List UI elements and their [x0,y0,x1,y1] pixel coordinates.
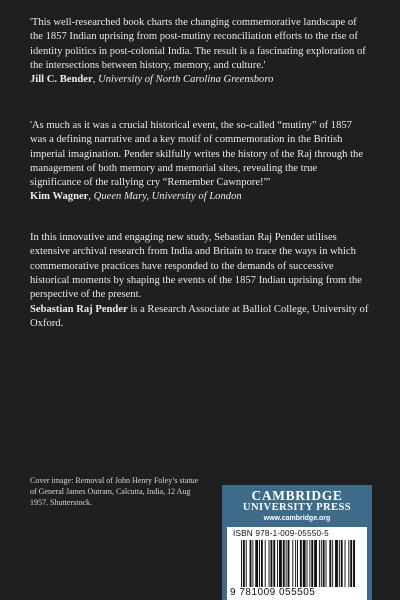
barcode-digits: 9 781009 055505 [230,587,316,598]
barcode-bar [288,540,290,587]
barcode-bar [353,540,355,587]
barcode-bar [332,540,333,587]
barcode-bar [350,540,352,587]
endorser-affiliation: University of North Carolina Greensboro [97,74,274,86]
barcode-bar [323,540,325,587]
cover-image-credit: Cover image: Removal of John Henry Foley’s statue of General James Outram, Calcutta, India, 12 Aug 1957. Shutterstock. [30,476,199,507]
barcode-bar [292,540,293,587]
barcode-bar [279,540,282,587]
barcode-bar [261,540,263,587]
barcode-bar [269,540,270,587]
author-bio [30,303,370,332]
barcode-bar [341,540,343,587]
barcode-bar [241,540,242,587]
isbn-label: ISBN 978-1-009-05550-5 [233,529,329,538]
barcode-bar [348,540,349,587]
publisher-press: UNIVERSITY PRESS [242,502,352,513]
barcode-bar [345,540,346,587]
barcode-bar [277,540,278,587]
barcode-bar [326,540,327,587]
barcode-bar [311,540,313,587]
barcode-bar [270,540,272,587]
endorser-name: Jill C. Bender [30,74,93,86]
barcode-bar [273,540,275,587]
barcode-bar [286,540,287,587]
barcode-bar [314,540,317,587]
endorsement-attribution: Kim Wagner, Queen Mary, University of London [30,191,242,203]
barcode-bar [339,540,340,587]
barcode-bar [250,540,252,587]
barcode-bar [321,540,322,587]
barcode-bar [252,540,253,587]
endorsement-text: 'As much as it was a crucial historical event, the so-called “mutiny” of 1857 was a defining narrative and a key motif of commemoration in the British imperial imagination. Pender skilfully writes the history of the Raj through the management of both memory and memorial sites, revealing the true significance of the rallying cry “Remember Cawnpore!”' [30,120,364,189]
endorsement-quote-2 [30,119,370,205]
publisher-url: www.cambridge.org [263,515,331,522]
barcode-bar [265,540,266,587]
barcode-bar [329,540,331,587]
endorser-name: Kim Wagner [30,191,89,203]
barcode-bar [335,540,338,587]
barcode-bar [303,540,306,587]
barcode-bar [319,540,320,587]
endorsement-text: 'This well-researched book charts the changing commemorative landscape of the 1857 Indian uprising from post-mutiny reconciliation efforts to the rise of identity politics in post-colonial India. The result is a fascinating exploration of the intersections between history, memory, and culture.' [30,17,366,71]
publisher-panel [222,485,372,600]
book-description: In this innovative and engaging new study, Sebastian Raj Pender utilises extensive archival research from India and Britain to trace the ways in which commemorative practices have responded to the demands of successive historical moments by shaping the events of the 1857 Indian uprising from the perspective of the present. [30,232,362,301]
barcode-area [227,527,367,600]
barcode-graphic [241,540,355,587]
publisher-name: CAMBRIDGE [251,488,343,503]
author-name: Sebastian Raj Pender [30,304,128,315]
barcode-bar [243,540,245,587]
barcode-bar [300,540,302,587]
endorser-affiliation: Queen Mary, University of London [93,191,242,203]
barcode-bar [297,540,298,587]
author-bio-text: is a Research Associate at Balliol College, University of Oxford. [30,304,369,330]
barcode-bar [295,540,296,587]
barcode-bar [309,540,310,587]
barcode-bar [307,540,308,587]
barcode-bar [255,540,258,587]
barcode-bar [283,540,285,587]
barcode-bar [246,540,247,587]
endorsement-quote-1 [30,16,370,87]
barcode-bar [259,540,260,587]
endorsement-attribution: Jill C. Bender, University of North Carolina Greensboro [30,74,274,86]
